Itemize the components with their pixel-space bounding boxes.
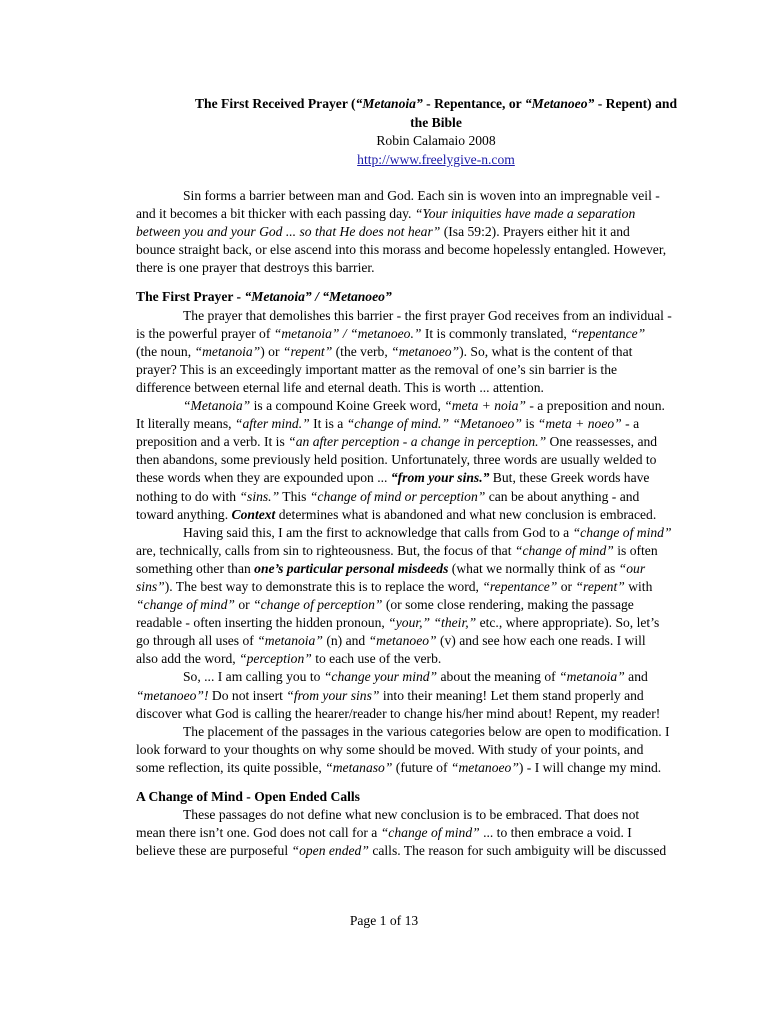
text-line: is the powerful prayer of “metanoia” / “metanoeo.” It is commonly translated, “repentance” [136, 325, 646, 341]
text-line: mean there isn’t one. God does not call for a “change of mind” ... to then embrace a void. I [136, 825, 632, 841]
text-line: and it becomes a bit thicker with each passing day. “Your iniquities have made a separation [136, 206, 636, 222]
text-line: difference between eternal life and eternal death. This is worth ... attention. [136, 379, 544, 395]
text-line: “change of mind” or “change of perception” (or some close rendering, making the passage [136, 597, 634, 613]
document-title [126, 94, 746, 132]
title-line-1: The First Received Prayer (“Metanoia” - Repentance, or “Metanoeo” - Repent) and [194, 96, 678, 111]
text-line: there is one prayer that destroys this barrier. [136, 260, 375, 276]
text-line: some reflection, its quite possible, “metanaso” (future of “metanoeo”) - I will change my mind. [136, 759, 662, 775]
website-link-line [126, 150, 746, 169]
text-line: So, ... I am calling you to “change your mind” about the meaning of “metanoia” and [183, 669, 648, 685]
text-line: The placement of the passages in the various categories below are open to modification. I [183, 723, 670, 739]
text-line: sins”). The best way to demonstrate this is to replace the word, “repentance” or “repent” with [136, 578, 653, 594]
text-line: then abandons, some previously held position. Unfortunately, three words are usually welded to [136, 452, 657, 468]
text-line: between you and your God ... so that He does not hear” (Isa 59:2). Prayers either hit it and [136, 224, 630, 240]
author-line: Robin Calamaio 2008 [376, 133, 496, 148]
text-line: toward anything. Context determines what is abandoned and what new conclusion is embraced. [136, 506, 657, 522]
paragraph-gap [136, 277, 746, 288]
document-body [136, 187, 746, 860]
text-line: preposition and a verb. It is “an after perception - a change in perception.” One reassesses, and [136, 434, 658, 450]
section-heading: A Change of Mind - Open Ended Calls [136, 789, 360, 804]
text-line: nothing to do with “sins.” This “change of mind or perception” can be about anything - and [136, 488, 640, 504]
text-line: something other than one’s particular personal misdeeds (what we normally think of as “our [136, 560, 646, 576]
text-line: (the noun, “metanoia”) or “repent” (the verb, “metanoeo”). So, what is the content of that [136, 343, 633, 359]
text-line: bounce straight back, or else ascend into this morass and become hopelessly entangled. However, [136, 242, 667, 258]
section-heading: The First Prayer - “Metanoia” / “Metanoeo” [136, 289, 392, 305]
text-block [136, 288, 746, 777]
text-line: These passages do not define what new conclusion is to be embraced. That does not [183, 807, 640, 823]
text-line: these words when they are expounded upon ... “from your sins.” But, these Greek words have [136, 470, 650, 486]
website-link[interactable]: http://www.freelygive-n.com [357, 152, 515, 167]
text-line: also add the word, “perception” to each use of the verb. [136, 651, 442, 667]
text-line: believe these are purposeful “open ended” calls. The reason for such ambiguity will be discussed [136, 843, 667, 859]
text-line: readable - often inserting the hidden pronoun, “your,” “their,” etc., where appropriate). So, let’s [136, 615, 660, 631]
text-line: discover what God is calling the hearer/reader to change his/her mind about! Repent, my reader! [136, 705, 661, 721]
title-line-2: the Bible [410, 115, 462, 130]
text-line: are, technically, calls from sin to righteousness. But, the focus of that “change of mind” is often [136, 542, 658, 558]
text-block [136, 187, 746, 277]
page-footer: Page 1 of 13 [349, 913, 419, 928]
text-line: Having said this, I am the first to acknowledge that calls from God to a “change of mind” [183, 524, 672, 540]
paragraph-gap [136, 777, 746, 788]
text-line: Sin forms a barrier between man and God. Each sin is woven into an impregnable veil - [183, 188, 660, 203]
text-line: The prayer that demolishes this barrier - the first prayer God receives from an individual - [183, 307, 672, 323]
text-line: “metanoeo”! Do not insert “from your sins” into their meaning! Let them stand properly and [136, 687, 644, 703]
text-block [136, 788, 746, 860]
text-line: It literally means, “after mind.” It is a “change of mind.” “Metanoeo” is “meta + noeo” - a [136, 416, 640, 432]
text-line: prayer? This is an exceedingly important matter as the removal of one’s sin barrier is the [136, 361, 618, 377]
text-line: look forward to your thoughts on why some should be moved. With study of your points, and [136, 741, 644, 757]
text-line: go through all uses of “metanoia” (n) and “metanoeo” (v) and see how each one reads. I will [136, 633, 646, 649]
text-line: “Metanoia” is a compound Koine Greek word, “meta + noia” - a preposition and noun. [183, 398, 665, 414]
